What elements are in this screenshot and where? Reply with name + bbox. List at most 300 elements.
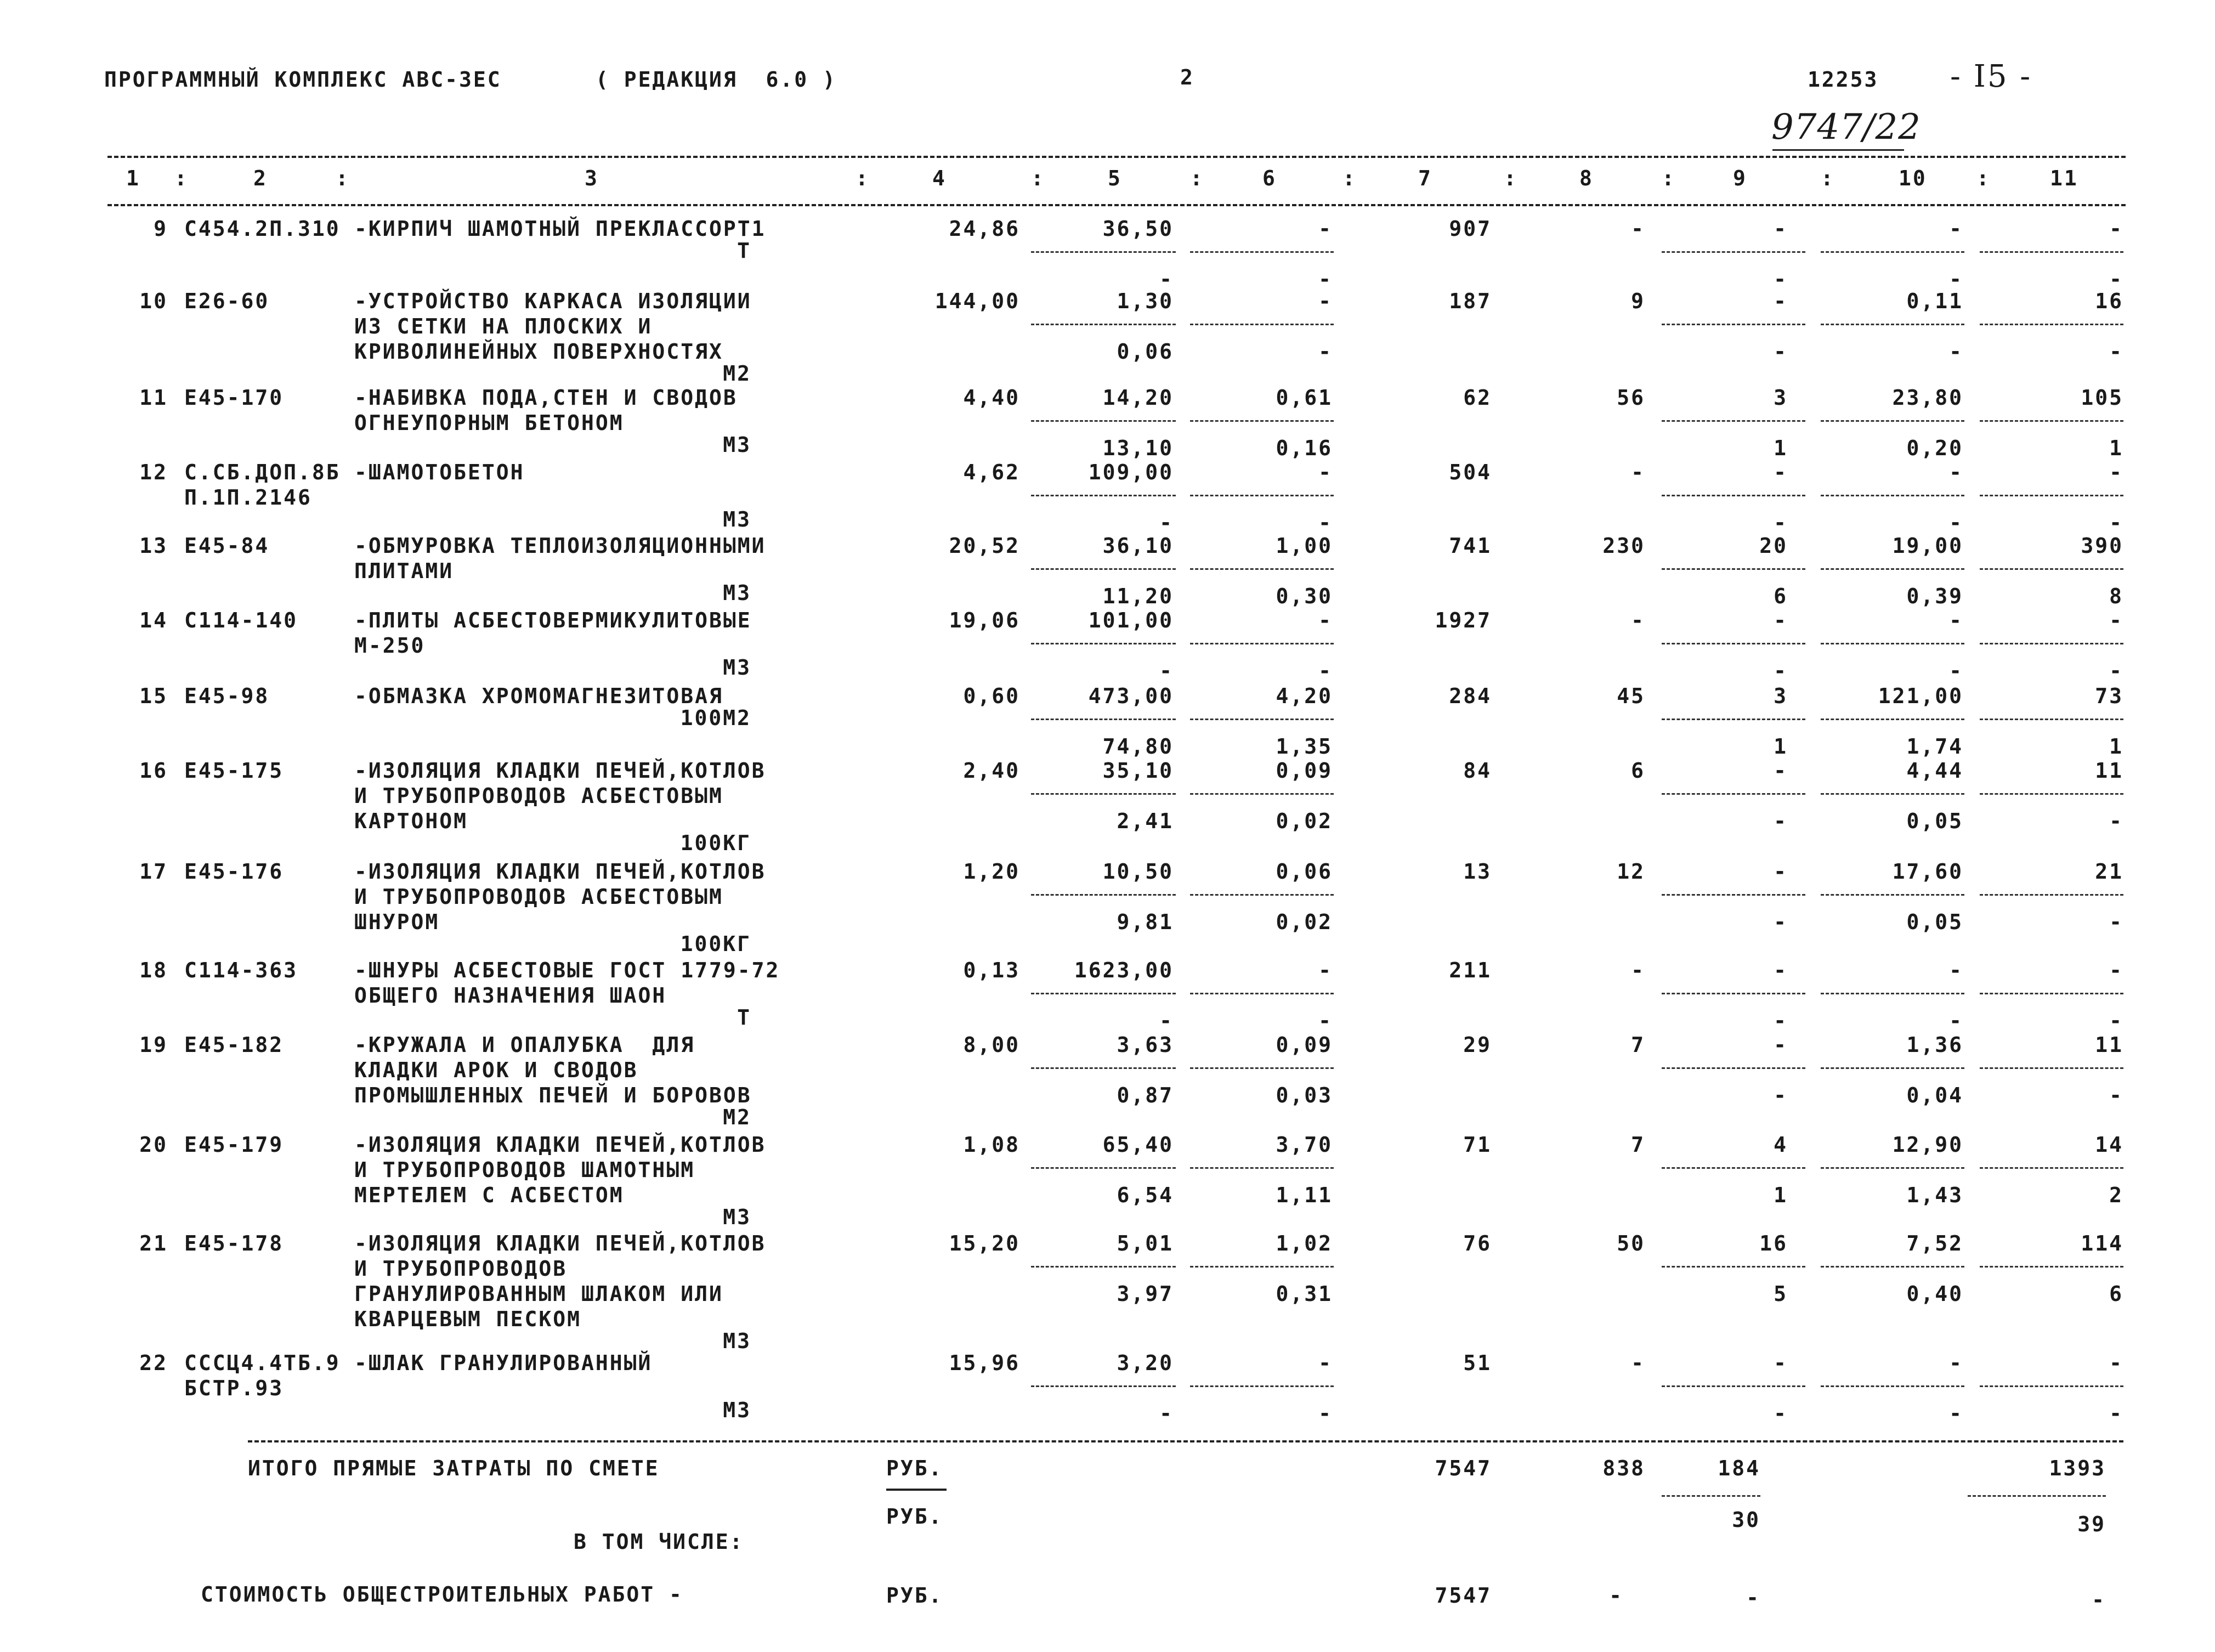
total-col8: 838 [1602, 1456, 1645, 1480]
row-col5-top: 65,40 [1102, 1133, 1174, 1157]
row-code: Е45-176 [184, 859, 284, 884]
col10-divider [1821, 718, 1964, 720]
col10-divider [1821, 993, 1964, 994]
row-col11-bottom: - [2109, 1009, 2123, 1033]
row-code: С114-363 [184, 958, 298, 982]
row-col11-top: 114 [2081, 1231, 2123, 1255]
col6-divider [1190, 1067, 1334, 1069]
column-header-1: 1 [126, 166, 140, 190]
row-col5-top: 3,20 [1117, 1351, 1174, 1375]
row-description: КЛАДКИ АРОК И СВОДОВ [354, 1058, 638, 1082]
program-title: ПРОГРАММНЫЙ КОМПЛЕКС АВС-3ЕС [104, 67, 502, 92]
row-col10-top: - [1949, 608, 1963, 632]
col10-divider [1821, 568, 1964, 570]
col10-divider [1821, 1067, 1964, 1069]
row-col7: 76 [1463, 1231, 1492, 1255]
col9-divider [1662, 495, 1805, 496]
row-col6-top: 3,70 [1276, 1133, 1333, 1157]
row-unit: М3 [723, 655, 751, 680]
including-label: В ТОМ ЧИСЛЕ: [574, 1530, 744, 1554]
row-col7: 71 [1463, 1133, 1492, 1157]
col11-divider [1980, 324, 2123, 325]
row-unit: 100КГ [680, 932, 751, 956]
col6-divider [1190, 495, 1334, 496]
row-col10-bottom: - [1949, 267, 1963, 291]
row-unit: Т [737, 239, 751, 263]
row-code: Е45-175 [184, 759, 284, 783]
row-col5-top: 36,50 [1102, 217, 1174, 241]
col11-divider [1980, 993, 2123, 994]
row-col8: 7 [1631, 1033, 1645, 1057]
col5-divider [1031, 1266, 1176, 1268]
row-col11-bottom: - [2109, 1083, 2123, 1107]
row-col6-top: - [1318, 289, 1333, 313]
row-col11-bottom: 6 [2109, 1282, 2123, 1306]
col11-divider [1980, 1385, 2123, 1387]
col6-divider [1190, 324, 1334, 325]
row-col5-top: 1,30 [1117, 289, 1174, 313]
row-col10-bottom: - [1949, 1401, 1963, 1425]
column-separator: : [336, 166, 350, 190]
col11-divider [1980, 718, 2123, 720]
row-col9-bottom: - [1774, 267, 1788, 291]
row-col8: 50 [1617, 1231, 1645, 1255]
row-col11-bottom: - [2109, 267, 2123, 291]
col11-divider [1980, 643, 2123, 644]
row-code: Е45-178 [184, 1231, 284, 1255]
row-col9-top: 4 [1774, 1133, 1788, 1157]
column-separator: : [174, 166, 189, 190]
row-number: 19 [139, 1033, 168, 1057]
row-col9-bottom: - [1774, 1009, 1788, 1033]
row-description: ПЛИТАМИ [354, 559, 454, 583]
row-col9-bottom: - [1774, 511, 1788, 535]
row-col6-top: 0,06 [1276, 859, 1333, 884]
column-separator: : [1976, 166, 1991, 190]
row-quantity: 1,08 [963, 1133, 1020, 1157]
row-col9-top: - [1774, 460, 1788, 484]
col9-divider [1662, 324, 1805, 325]
row-unit: Т [737, 1005, 751, 1029]
row-col6-bottom: 0,02 [1276, 910, 1333, 934]
col6-divider [1190, 993, 1334, 994]
row-code: С114-140 [184, 608, 298, 632]
row-col9-top: - [1774, 217, 1788, 241]
row-col8: - [1631, 217, 1645, 241]
row-col5-bottom: - [1159, 1401, 1174, 1425]
row-number: 9 [154, 217, 168, 241]
row-col7: 741 [1449, 534, 1492, 558]
row-unit: М3 [723, 1205, 751, 1229]
row-col8: - [1631, 608, 1645, 632]
row-description: -КИРПИЧ ШАМОТНЫЙ ПРЕКЛАССОРТ1 [354, 217, 766, 241]
row-col11-bottom: 2 [2109, 1183, 2123, 1207]
row-col9-top: - [1774, 289, 1788, 313]
row-description: И ТРУБОПРОВОДОВ АСБЕСТОВЫМ [354, 885, 723, 909]
header-rule-bottom [107, 204, 2126, 206]
row-quantity: 15,96 [949, 1351, 1020, 1375]
row-number: 10 [139, 289, 168, 313]
row-col6-top: 1,02 [1276, 1231, 1333, 1255]
row-col10-bottom: 1,74 [1906, 734, 1963, 759]
total-label: ИТОГО ПРЯМЫЕ ЗАТРАТЫ ПО СМЕТЕ [248, 1456, 660, 1480]
row-col11-top: 390 [2081, 534, 2123, 558]
column-header-9: 9 [1733, 166, 1747, 190]
row-col10-top: 0,11 [1906, 289, 1963, 313]
row-quantity: 0,13 [963, 958, 1020, 982]
column-header-10: 10 [1899, 166, 1927, 190]
col9-divider [1662, 1385, 1805, 1387]
row-col10-bottom: - [1949, 1009, 1963, 1033]
row-unit: М3 [723, 507, 751, 531]
col10-divider [1821, 1266, 1964, 1268]
total-currency-2: РУБ. [886, 1504, 943, 1529]
row-col9-top: 16 [1759, 1231, 1788, 1255]
row-col11-bottom: 1 [2109, 436, 2123, 460]
row-description: КАРТОНОМ [354, 809, 468, 833]
col9-divider [1662, 793, 1805, 795]
column-separator: : [1190, 166, 1204, 190]
total-col9-rule [1662, 1495, 1760, 1497]
col11-divider [1980, 793, 2123, 795]
col5-divider [1031, 420, 1176, 422]
row-unit: М3 [723, 433, 751, 457]
col5-divider [1031, 793, 1176, 795]
col6-divider [1190, 420, 1334, 422]
total-col11-bottom: 39 [2077, 1512, 2106, 1536]
row-description: -ИЗОЛЯЦИЯ КЛАДКИ ПЕЧЕЙ,КОТЛОВ [354, 859, 766, 884]
column-header-4: 4 [932, 166, 947, 190]
row-col10-bottom: - [1949, 659, 1963, 683]
col9-divider [1662, 1067, 1805, 1069]
row-col10-top: 17,60 [1892, 859, 1963, 884]
row-description: ПРОМЫШЛЕННЫХ ПЕЧЕЙ И БОРОВОВ [354, 1083, 752, 1107]
row-col11-bottom: - [2109, 1401, 2123, 1425]
row-col10-top: - [1949, 1351, 1963, 1375]
row-number: 12 [139, 460, 168, 484]
col6-divider [1190, 894, 1334, 896]
row-col9-top: - [1774, 759, 1788, 783]
row-col11-bottom: - [2109, 340, 2123, 364]
row-col10-top: 23,80 [1892, 386, 1963, 410]
col9-divider [1662, 1266, 1805, 1268]
column-separator: : [856, 166, 870, 190]
row-number: 16 [139, 759, 168, 783]
col11-divider [1980, 894, 2123, 896]
col5-divider [1031, 643, 1176, 644]
column-separator: : [1504, 166, 1518, 190]
row-col6-bottom: 0,30 [1276, 584, 1333, 608]
col5-divider [1031, 993, 1176, 994]
col5-divider [1031, 1067, 1176, 1069]
row-number: 14 [139, 608, 168, 632]
row-col5-bottom: 3,97 [1117, 1282, 1174, 1306]
row-code: Е45-182 [184, 1033, 284, 1057]
row-col6-bottom: - [1318, 1401, 1333, 1425]
row-col9-top: 3 [1774, 684, 1788, 708]
row-col8: - [1631, 460, 1645, 484]
row-description: -ШЛАК ГРАНУЛИРОВАННЫЙ [354, 1351, 653, 1375]
row-unit: 100КГ [680, 831, 751, 855]
column-header-8: 8 [1579, 166, 1594, 190]
column-header-3: 3 [585, 166, 599, 190]
row-col5-top: 5,01 [1117, 1231, 1174, 1255]
row-col8: - [1631, 1351, 1645, 1375]
col6-divider [1190, 793, 1334, 795]
row-col8: 9 [1631, 289, 1645, 313]
row-col11-top: 14 [2095, 1133, 2123, 1157]
row-code: Е26-60 [184, 289, 270, 313]
row-col10-top: 19,00 [1892, 534, 1963, 558]
currency-underline [886, 1489, 947, 1491]
row-description: -ИЗОЛЯЦИЯ КЛАДКИ ПЕЧЕЙ,КОТЛОВ [354, 1231, 766, 1255]
row-description: МЕРТЕЛЕМ С АСБЕСТОМ [354, 1183, 624, 1207]
row-col11-bottom: - [2109, 910, 2123, 934]
row-col11-top: - [2109, 608, 2123, 632]
col6-divider [1190, 718, 1334, 720]
row-description: -ОБМУРОВКА ТЕПЛОИЗОЛЯЦИОННЫМИ [354, 534, 766, 558]
col5-divider [1031, 1167, 1176, 1169]
col5-divider [1031, 1385, 1176, 1387]
row-col10-top: 1,36 [1906, 1033, 1963, 1057]
col10-divider [1821, 894, 1964, 896]
col9-divider [1662, 993, 1805, 994]
row-col11-bottom: 1 [2109, 734, 2123, 759]
col9-divider [1662, 718, 1805, 720]
row-col7: 211 [1449, 958, 1492, 982]
row-code: Е45-179 [184, 1133, 284, 1157]
row-number: 13 [139, 534, 168, 558]
row-code-line2: БСТР.93 [184, 1376, 284, 1400]
row-description: -ОБМАЗКА ХРОМОМАГНЕЗИТОВАЯ [354, 684, 723, 708]
col9-divider [1662, 1167, 1805, 1169]
row-col10-bottom: 1,43 [1906, 1183, 1963, 1207]
col5-divider [1031, 568, 1176, 570]
row-description: ШНУРОМ [354, 910, 440, 934]
row-code-line2: П.1П.2146 [184, 485, 312, 510]
row-description: -ШАМОТОБЕТОН [354, 460, 525, 484]
row-col8: - [1631, 958, 1645, 982]
row-col5-bottom: 2,41 [1117, 809, 1174, 833]
row-col10-bottom: 0,39 [1906, 584, 1963, 608]
row-col11-top: - [2109, 217, 2123, 241]
row-description: ИЗ СЕТКИ НА ПЛОСКИХ И [354, 314, 653, 338]
row-col11-top: - [2109, 460, 2123, 484]
row-code: СССЦ4.4ТБ.9 [184, 1351, 341, 1375]
row-code: С454.2П.310 [184, 217, 341, 241]
row-col9-bottom: - [1774, 1083, 1788, 1107]
row-col8: 45 [1617, 684, 1645, 708]
row-col11-bottom: 8 [2109, 584, 2123, 608]
row-quantity: 2,40 [963, 759, 1020, 783]
row-col8: 12 [1617, 859, 1645, 884]
row-description: -УСТРОЙСТВО КАРКАСА ИЗОЛЯЦИИ [354, 289, 752, 313]
row-col7: 187 [1449, 289, 1492, 313]
row-description: -ИЗОЛЯЦИЯ КЛАДКИ ПЕЧЕЙ,КОТЛОВ [354, 759, 766, 783]
col9-divider [1662, 420, 1805, 422]
row-unit: М3 [723, 1398, 751, 1422]
row-col7: 1927 [1435, 608, 1492, 632]
row-quantity: 8,00 [963, 1033, 1020, 1057]
row-col9-top: - [1774, 1351, 1788, 1375]
row-quantity: 1,20 [963, 859, 1020, 884]
row-col7: 29 [1463, 1033, 1492, 1057]
row-col6-top: 0,09 [1276, 759, 1333, 783]
row-description: И ТРУБОПРОВОДОВ [354, 1257, 568, 1281]
row-col7: 284 [1449, 684, 1492, 708]
col11-divider [1980, 1266, 2123, 1268]
row-col10-top: - [1949, 217, 1963, 241]
col6-divider [1190, 643, 1334, 644]
row-col5-bottom: 6,54 [1117, 1183, 1174, 1207]
row-col10-top: - [1949, 958, 1963, 982]
sheet-number: 2 [1180, 65, 1194, 89]
row-col6-bottom: - [1318, 267, 1333, 291]
row-col6-top: - [1318, 1351, 1333, 1375]
row-col5-top: 10,50 [1102, 859, 1174, 884]
document-code: 12253 [1808, 67, 1879, 92]
row-number: 22 [139, 1351, 168, 1375]
row-col7: 51 [1463, 1351, 1492, 1375]
row-col8: 56 [1617, 386, 1645, 410]
row-col7: 13 [1463, 859, 1492, 884]
row-col6-bottom: - [1318, 1009, 1333, 1033]
row-col9-bottom: - [1774, 1401, 1788, 1425]
row-col8: 230 [1602, 534, 1645, 558]
row-col8: 6 [1631, 759, 1645, 783]
col5-divider [1031, 324, 1176, 325]
row-col10-top: 12,90 [1892, 1133, 1963, 1157]
row-description: И ТРУБОПРОВОДОВ ШАМОТНЫМ [354, 1158, 695, 1182]
row-col5-top: 14,20 [1102, 386, 1174, 410]
column-separator: : [1821, 166, 1835, 190]
row-col9-bottom: 6 [1774, 584, 1788, 608]
row-col6-top: - [1318, 460, 1333, 484]
row-col6-bottom: 0,31 [1276, 1282, 1333, 1306]
row-col9-bottom: 1 [1774, 436, 1788, 460]
row-quantity: 144,00 [934, 289, 1020, 313]
row-col11-top: 11 [2095, 759, 2123, 783]
handwritten-underline [1772, 149, 1904, 151]
col10-divider [1821, 1385, 1964, 1387]
row-col9-top: - [1774, 859, 1788, 884]
row-col5-bottom: 13,10 [1102, 436, 1174, 460]
row-col11-top: 21 [2095, 859, 2123, 884]
column-separator: : [1342, 166, 1357, 190]
row-col9-bottom: 1 [1774, 1183, 1788, 1207]
row-quantity: 20,52 [949, 534, 1020, 558]
row-description: ОБЩЕГО НАЗНАЧЕНИЯ ШАОН [354, 983, 667, 1008]
row-col5-bottom: - [1159, 1009, 1174, 1033]
column-separator: : [1662, 166, 1676, 190]
row-col6-bottom: 0,16 [1276, 436, 1333, 460]
row-number: 21 [139, 1231, 168, 1255]
col5-divider [1031, 495, 1176, 496]
col9-divider [1662, 568, 1805, 570]
row-description: -ШНУРЫ АСБЕСТОВЫЕ ГОСТ 1779-72 [354, 958, 780, 982]
row-quantity: 24,86 [949, 217, 1020, 241]
total-currency: РУБ. [886, 1456, 943, 1480]
row-col8: 7 [1631, 1133, 1645, 1157]
row-col9-top: - [1774, 958, 1788, 982]
row-code: Е45-84 [184, 534, 270, 558]
row-col10-top: 4,44 [1906, 759, 1963, 783]
row-col6-top: 0,09 [1276, 1033, 1333, 1057]
row-col9-top: 3 [1774, 386, 1788, 410]
row-col7: 907 [1449, 217, 1492, 241]
col10-divider [1821, 793, 1964, 795]
column-header-5: 5 [1108, 166, 1122, 190]
general-col11: - [2092, 1588, 2106, 1612]
row-col5-top: 36,10 [1102, 534, 1174, 558]
row-col5-top: 35,10 [1102, 759, 1174, 783]
col11-divider [1980, 1067, 2123, 1069]
total-col11-top: 1393 [2049, 1456, 2106, 1480]
col11-divider [1980, 495, 2123, 496]
row-col11-top: - [2109, 958, 2123, 982]
row-unit: М3 [723, 1329, 751, 1353]
row-col6-bottom: 1,11 [1276, 1183, 1333, 1207]
col6-divider [1190, 1167, 1334, 1169]
row-col10-bottom: - [1949, 340, 1963, 364]
edition-label: ( РЕДАКЦИЯ 6.0 ) [596, 67, 837, 92]
row-col5-bottom: 0,87 [1117, 1083, 1174, 1107]
row-col10-top: 7,52 [1906, 1231, 1963, 1255]
col11-divider [1980, 420, 2123, 422]
row-col6-bottom: 1,35 [1276, 734, 1333, 759]
row-col6-top: 4,20 [1276, 684, 1333, 708]
row-col10-top: - [1949, 460, 1963, 484]
row-col9-top: 20 [1759, 534, 1788, 558]
column-header-6: 6 [1262, 166, 1277, 190]
row-description: ОГНЕУПОРНЫМ БЕТОНОМ [354, 411, 624, 435]
row-col7: 504 [1449, 460, 1492, 484]
column-header-2: 2 [253, 166, 268, 190]
row-col6-top: - [1318, 958, 1333, 982]
row-col9-bottom: 1 [1774, 734, 1788, 759]
row-description: -НАБИВКА ПОДА,СТЕН И СВОДОВ [354, 386, 738, 410]
row-col5-top: 1623,00 [1074, 958, 1174, 982]
row-col10-bottom: 0,04 [1906, 1083, 1963, 1107]
row-col5-bottom: 74,80 [1102, 734, 1174, 759]
row-col10-top: 121,00 [1878, 684, 1963, 708]
col10-divider [1821, 420, 1964, 422]
row-col6-bottom: 0,02 [1276, 809, 1333, 833]
row-col5-bottom: - [1159, 267, 1174, 291]
col5-divider [1031, 251, 1176, 253]
row-col7: 62 [1463, 386, 1492, 410]
row-unit: М2 [723, 1105, 751, 1129]
totals-rule [248, 1440, 2123, 1442]
row-col11-top: 73 [2095, 684, 2123, 708]
col6-divider [1190, 1385, 1334, 1387]
col5-divider [1031, 894, 1176, 896]
row-col5-top: 3,63 [1117, 1033, 1174, 1057]
col9-divider [1662, 643, 1805, 644]
col10-divider [1821, 495, 1964, 496]
row-col10-bottom: 0,05 [1906, 809, 1963, 833]
general-col7: 7547 [1435, 1583, 1492, 1608]
row-number: 20 [139, 1133, 168, 1157]
total-col9-bottom: 30 [1732, 1508, 1760, 1532]
row-col5-bottom: - [1159, 511, 1174, 535]
row-code: С.СБ.ДОП.8Б [184, 460, 341, 484]
column-header-7: 7 [1418, 166, 1432, 190]
row-col11-top: 105 [2081, 386, 2123, 410]
row-description: -ПЛИТЫ АСБЕСТОВЕРМИКУЛИТОВЫЕ [354, 608, 752, 632]
row-col9-bottom: - [1774, 809, 1788, 833]
row-col9-bottom: 5 [1774, 1282, 1788, 1306]
